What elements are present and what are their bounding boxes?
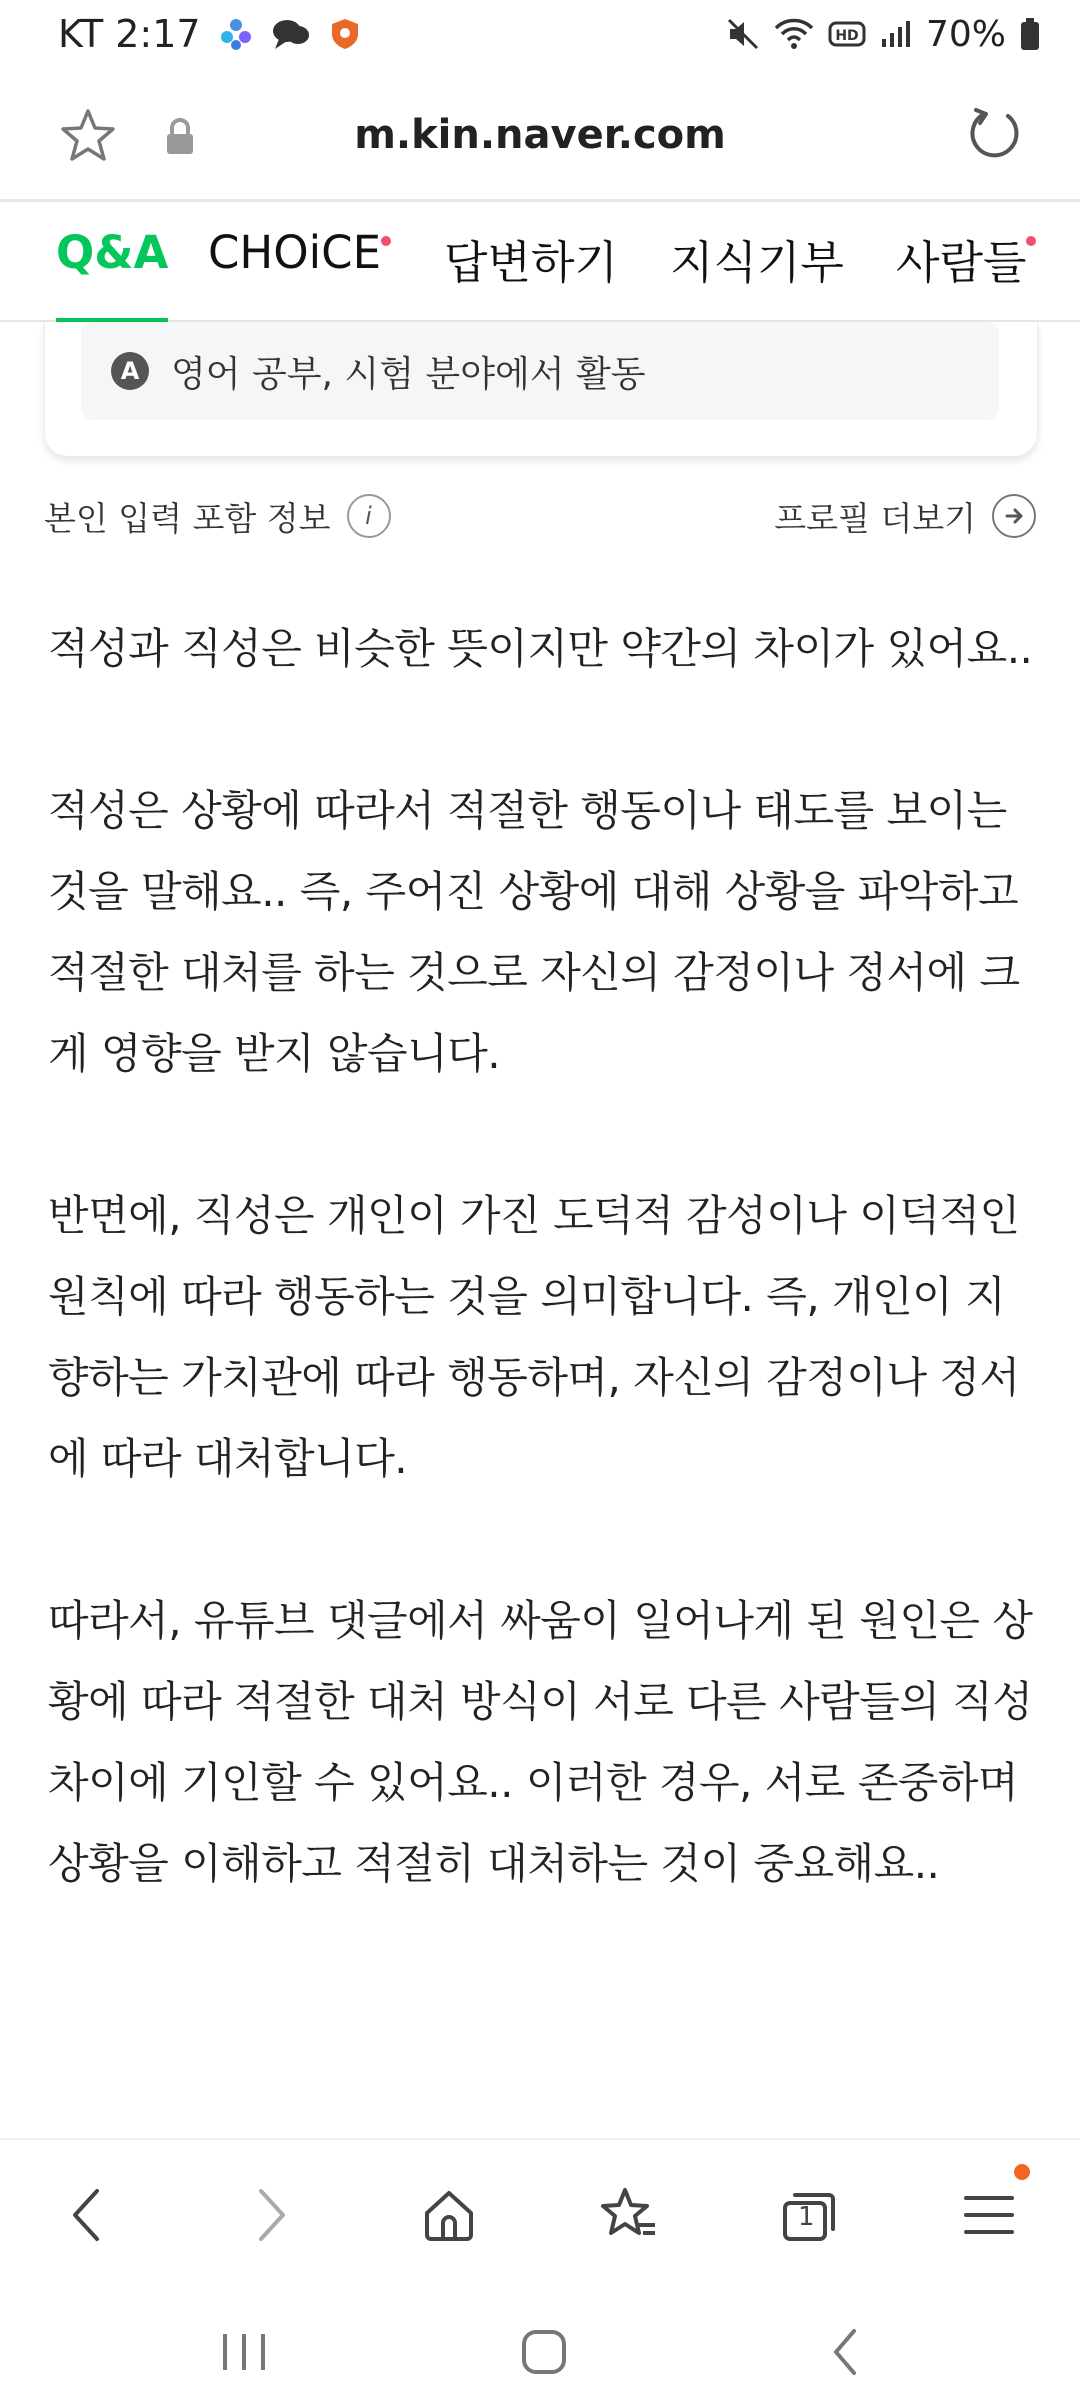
back-icon[interactable] [52, 2180, 122, 2250]
browser-bottom-nav [0, 2138, 1080, 2288]
tab-people[interactable]: 사람들 [896, 226, 1026, 322]
answer-body [48, 608, 1038, 1985]
mute-icon [726, 17, 760, 51]
new-dot [1026, 236, 1036, 246]
arrow-right-icon [992, 494, 1036, 538]
home-button-icon[interactable] [514, 2322, 574, 2382]
home-icon[interactable] [414, 2180, 484, 2250]
reload-icon[interactable] [964, 104, 1024, 164]
notification-dot [1014, 2164, 1030, 2180]
answer-paragraph: 반면에, 직성은 개인이 가진 도덕적 감성이나 이덕적인 원칙에 따라 행동하는 것을 의미합니다. 즉, 개인이 지향하는 가치관에 따라 행동하며, 자신의 감정이나 정서에 따라 대처합니다. [48, 1191, 1020, 1483]
status-bar [0, 0, 1080, 68]
category-tabs [0, 202, 1080, 322]
battery-icon [1020, 17, 1040, 51]
battery-percent: 70% [925, 13, 1006, 55]
signal-icon [880, 19, 912, 49]
tab-count: 1 [798, 2202, 815, 2232]
tab-qna[interactable]: Q&A [56, 226, 168, 322]
profile-card [44, 322, 1038, 457]
tab-choice[interactable]: CHOiCE [208, 226, 381, 322]
self-input-info-label: 본인 입력 포함 정보 [44, 498, 331, 538]
recent-apps-icon[interactable] [214, 2322, 274, 2382]
system-nav-bar [0, 2288, 1080, 2408]
profile-more-link[interactable] [774, 493, 1036, 540]
answer-paragraph: 따라서, 유튜브 댓글에서 싸움이 일어나게 된 원인은 상황에 따라 적절한 대처 방식이 서로 다른 사람들의 직성 차이에 기인할 수 있어요.. 이러한 경우, 서로 존중하며 상황을 이해하고 적절히 대처하는 것이 중요해요.. [48, 1596, 1033, 1888]
profile-more-label: 프로필 더보기 [774, 498, 976, 538]
activity-text: 영어 공부, 시험 분야에서 활동 [171, 353, 646, 395]
field-badge: A [111, 352, 149, 390]
carrier-time: KT 2:17 [58, 12, 201, 56]
chat-icon [271, 17, 311, 51]
new-dot [381, 236, 391, 246]
browser-url-bar [0, 68, 1080, 202]
forward-icon[interactable] [236, 2180, 306, 2250]
app-icon-blue [219, 17, 253, 51]
activity-field[interactable] [81, 322, 999, 420]
wifi-icon [774, 17, 814, 51]
svg-text:HD: HD [835, 28, 859, 44]
tabs-icon[interactable] [774, 2180, 844, 2250]
bookmarks-icon[interactable] [594, 2180, 664, 2250]
url-text[interactable]: m.kin.naver.com [354, 112, 726, 158]
tab-answer[interactable]: 답변하기 [444, 236, 618, 289]
menu-icon[interactable] [954, 2180, 1024, 2250]
system-back-icon[interactable] [816, 2322, 876, 2382]
answer-paragraph: 적성은 상황에 따라서 적절한 행동이나 태도를 보이는 것을 말해요.. 즉, 주어진 상황에 대해 상황을 파악하고 적절한 대처를 하는 것으로 자신의 감정이나 정서에 크게 영향을 받지 않습니다. [48, 786, 1020, 1078]
shield-app-icon [329, 17, 361, 51]
tab-knowledge-donation[interactable]: 지식기부 [670, 236, 844, 289]
hd-icon [828, 19, 866, 49]
answer-paragraph: 적성과 직성은 비슷한 뜻이지만 약간의 차이가 있어요.. [48, 624, 1033, 673]
info-icon[interactable]: i [347, 494, 391, 538]
profile-info-row [44, 488, 1036, 544]
